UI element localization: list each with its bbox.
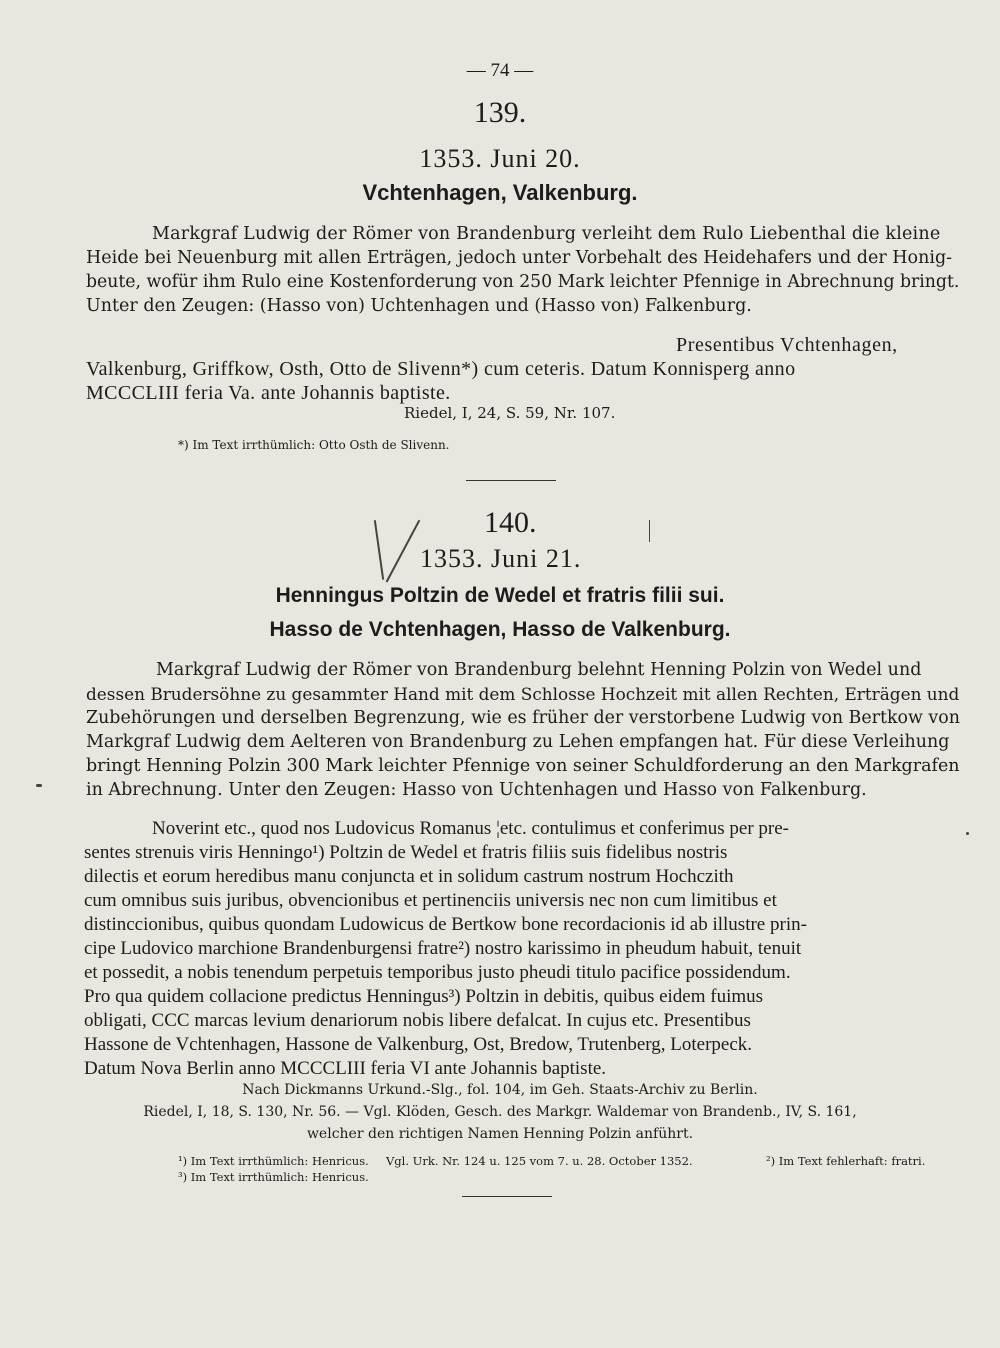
doc140-footnote-1: ¹) Im Text irrthümlich: Henricus. bbox=[178, 1154, 369, 1168]
doc140-latin-line: obligati, CCC marcas levium denariorum nobis libere defalcat. In cujus etc. Presentibus bbox=[84, 1010, 751, 1031]
doc140-summary-line: in Abrechnung. Unter den Zeugen: Hasso von Uchtenhagen und Hasso von Falkenburg. bbox=[86, 780, 867, 800]
doc140-source-line: Riedel, I, 18, S. 130, Nr. 56. — Vgl. Klöden, Gesch. des Markgr. Waldemar von Brandenb., IV, S. 161, bbox=[143, 1104, 857, 1120]
doc140-footnote-2: ²) Im Text fehlerhaft: fratri. bbox=[766, 1154, 926, 1168]
doc139-summary-line: Unter den Zeugen: (Hasso von) Uchtenhagen und (Hasso von) Falkenburg. bbox=[86, 296, 752, 316]
doc139-latin-line: MCCCLIII feria Va. ante Johannis baptiste. bbox=[86, 382, 451, 404]
doc140-latin-line: Hassone de Vchtenhagen, Hassone de Valkenburg, Ost, Bredow, Trutenberg, Loterpeck. bbox=[84, 1034, 753, 1055]
doc139-source: Riedel, I, 24, S. 59, Nr. 107. bbox=[404, 404, 616, 422]
end-divider bbox=[462, 1196, 552, 1197]
doc140-number: 140. bbox=[484, 506, 537, 539]
doc139-title: Vchtenhagen, Valkenburg. bbox=[362, 180, 638, 205]
doc139-latin-line: Presentibus Vchtenhagen, bbox=[676, 334, 898, 356]
doc139-number: 139. bbox=[473, 96, 527, 129]
doc140-latin-line: sentes strenuis viris Henningo¹) Poltzin de Wedel et fratris filiis suis fidelibus nostris bbox=[84, 842, 728, 863]
doc140-latin-line: Noverint etc., quod nos Ludovicus Romanus ¦etc. contulimus et conferimus per pre- bbox=[152, 818, 789, 839]
doc140-latin-line: Pro qua quidem collacione predictus Henningus³) Poltzin in debitis, quibus eidem fuimus bbox=[84, 986, 764, 1007]
doc140-summary-line: Zubehörungen und derselben Begrenzung, wie es früher der verstorbene Ludwig von Bertkow von bbox=[86, 708, 960, 728]
doc140-latin-line: cipe Ludovico marchione Brandenburgensi fratre²) nostro karissimo in pheudum habuit, tenuit bbox=[84, 938, 802, 959]
page-number: — 74 — bbox=[466, 60, 534, 81]
doc140-footnote-1-note: Vgl. Urk. Nr. 124 u. 125 vom 7. u. 28. October 1352. bbox=[386, 1154, 693, 1168]
doc139-summary-line: Heide bei Neuenburg mit allen Erträgen, jedoch unter Vorbehalt des Heidehafers und der Honig- bbox=[86, 248, 953, 268]
doc140-date: 1353. Juni 21. bbox=[420, 544, 582, 573]
doc140-summary-line: Markgraf Ludwig dem Aelteren von Brandenburg zu Lehen empfangen hat. Für diese Verleihung bbox=[86, 732, 950, 752]
doc140-latin-line: cum omnibus suis juribus, obvencionibus et pertinenciis universis nec non cum limitibus et bbox=[84, 890, 777, 911]
doc139-date: 1353. Juni 20. bbox=[419, 144, 581, 173]
doc140-summary-line: dessen Brudersöhne zu gesammter Hand mit dem Schlosse Hochzeit mit allen Rechten, Erträgen und bbox=[86, 684, 960, 704]
doc140-footnote-3: ³) Im Text irrthümlich: Henricus. bbox=[178, 1170, 369, 1184]
doc139-summary-line: beute, wofür ihm Rulo eine Kostenforderung von 250 Mark leichter Pfennige in Abrechnung bringt. bbox=[86, 272, 960, 292]
section-divider bbox=[466, 480, 556, 481]
pencil-mark bbox=[649, 520, 650, 542]
margin-dot bbox=[36, 784, 42, 787]
pencil-mark bbox=[374, 520, 384, 580]
doc140-source-line: Nach Dickmanns Urkund.-Slg., fol. 104, im Geh. Staats-Archiv zu Berlin. bbox=[242, 1082, 758, 1098]
doc139-footnote: *) Im Text irrthümlich: Otto Osth de Slivenn. bbox=[178, 438, 450, 452]
doc140-summary-line: bringt Henning Polzin 300 Mark leichter Pfennige von seiner Schuldforderung an den Markgrafen bbox=[86, 756, 960, 776]
doc140-latin-line: et possedit, a nobis tenendum perpetuis temporibus justo pheudi titulo pacifice possidendum. bbox=[84, 962, 791, 983]
doc139-latin-line: Valkenburg, Griffkow, Osth, Otto de Slivenn*) cum ceteris. Datum Konnisperg anno bbox=[86, 358, 796, 380]
doc140-latin-line: Datum Nova Berlin anno MCCCLIII feria VI ante Johannis baptiste. bbox=[84, 1058, 607, 1079]
pencil-mark bbox=[386, 520, 420, 583]
doc140-source-line: welcher den richtigen Namen Henning Polzin anführt. bbox=[306, 1126, 694, 1142]
doc140-latin-line: dilectis et eorum heredibus manu conjuncta et in solidum castrum nostrum Hochczith bbox=[84, 866, 734, 887]
doc139-summary-line: Markgraf Ludwig der Römer von Brandenburg verleiht dem Rulo Liebenthal die kleine bbox=[152, 224, 941, 244]
doc140-title-line2: Hasso de Vchtenhagen, Hasso de Valkenburg. bbox=[269, 618, 731, 641]
doc140-summary-line: Markgraf Ludwig der Römer von Brandenburg belehnt Henning Polzin von Wedel und bbox=[156, 660, 922, 680]
doc140-latin-line: distinccionibus, quibus quondam Ludowicus de Bertkow bone recordacionis id ab illustre prin- bbox=[84, 914, 807, 935]
doc140-title-line1: Henningus Poltzin de Wedel et fratris filii sui. bbox=[275, 584, 725, 607]
margin-dot bbox=[966, 832, 969, 835]
